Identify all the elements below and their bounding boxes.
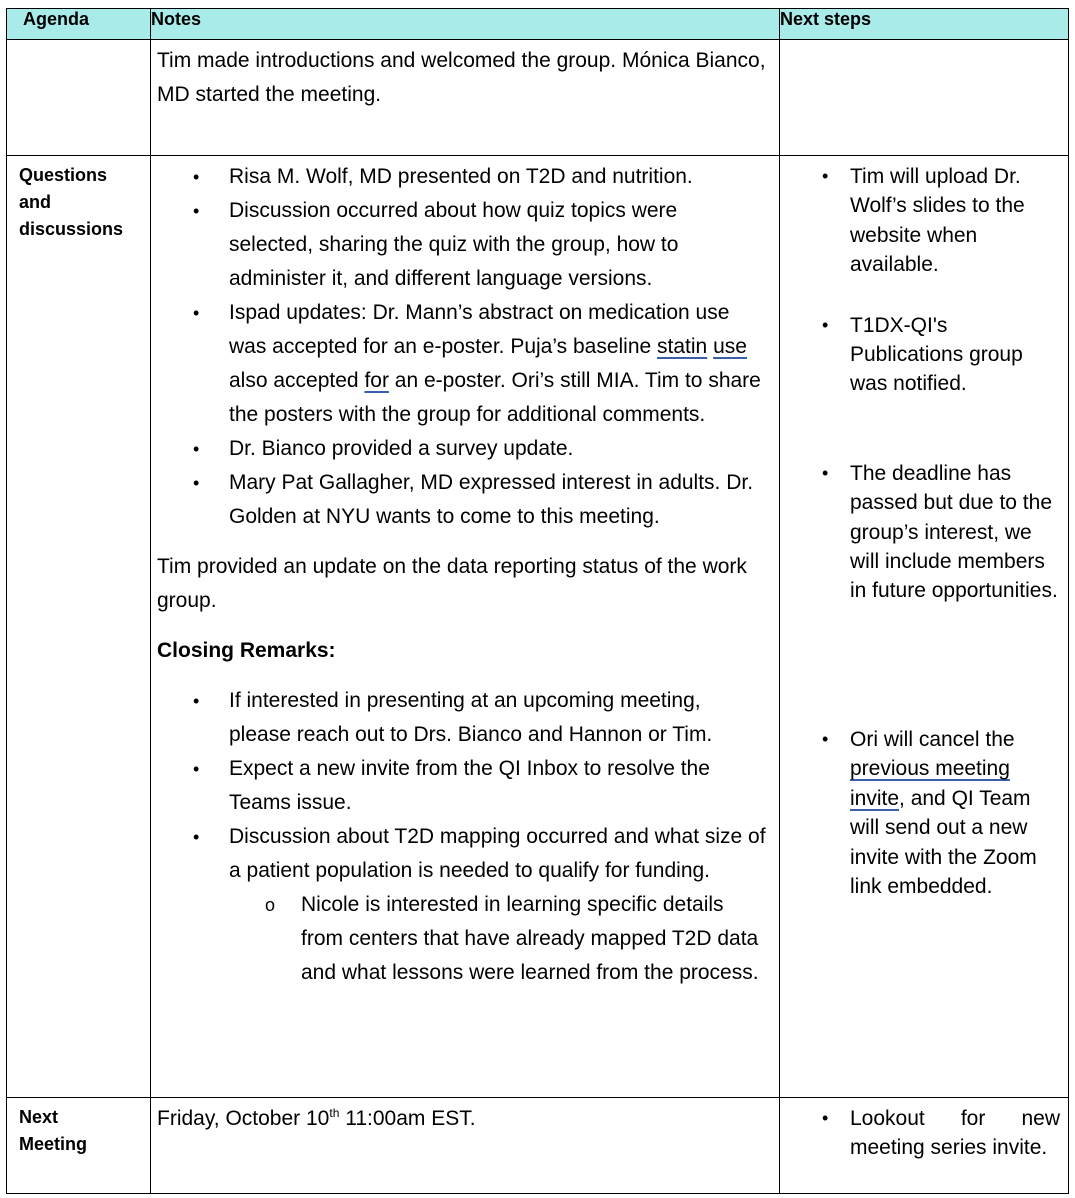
list-item: • Lookout for new meeting series invite. (788, 1104, 1060, 1163)
bullet-icon: • (822, 166, 829, 186)
bullet-icon: • (193, 167, 200, 187)
bullet-icon: • (193, 691, 200, 711)
bullet-icon: • (822, 1108, 829, 1128)
closing-list (157, 684, 767, 990)
bullet-icon: • (193, 201, 200, 221)
table-row (7, 156, 1069, 1098)
next-steps-cell (780, 1098, 1069, 1194)
previous-meeting-invite-link[interactable]: previous meeting invite (850, 757, 1010, 810)
agenda-cell (7, 40, 151, 156)
list-item: • The deadline has passed but due to the group’s interest, we will include members in future opportunities. (788, 459, 1060, 606)
list-item: • Ori will cancel the previous meeting invite, and QI Team will send out a new invite with the Zoom link embedded. (788, 725, 1060, 901)
list-item: • Ispad updates: Dr. Mann’s abstract on medication use was accepted for an e-poster. Puja’s baseline statin use also accepted for an e-poster. Ori’s still MIA. Tim to share the posters with the group for additional comments. (157, 296, 767, 432)
table-row (7, 40, 1069, 156)
table-row (7, 1098, 1069, 1194)
bullet-icon: • (193, 473, 200, 493)
notes-cell (151, 40, 780, 156)
list-item: • If interested in presenting at an upcoming meeting, please reach out to Drs. Bianco and Hannon or Tim. (157, 684, 767, 752)
header-row (7, 9, 1069, 40)
header-next-steps: Next steps (780, 9, 1069, 40)
bullet-icon: • (822, 462, 829, 483)
agenda-cell (7, 156, 151, 1098)
spellcheck-underline: use (713, 335, 747, 358)
agenda-label-line: Meeting (19, 1134, 88, 1154)
sub-list (229, 888, 767, 990)
agenda-label-line: discussions (19, 219, 124, 239)
agenda-cell (7, 1098, 151, 1194)
next-meeting-date: Friday, October 10th 11:00am EST. (157, 1106, 476, 1130)
notes-cell (151, 156, 780, 1098)
agenda-label-line: Next (19, 1107, 59, 1127)
list-item: • Expect a new invite from the QI Inbox to resolve the Teams issue. (157, 752, 767, 820)
update-paragraph: Tim provided an update on the data reporting status of the work group. (157, 555, 747, 612)
list-item: • Discussion occurred about how quiz topics were selected, sharing the quiz with the group, how to administer it, and different language versions. (157, 194, 767, 296)
bullet-icon: • (193, 759, 200, 779)
agenda-label-line: and (19, 192, 52, 212)
list-item: • Mary Pat Gallagher, MD expressed interest in adults. Dr. Golden at NYU wants to come to this meeting. (157, 466, 767, 534)
sub-list-item: o Nicole is interested in learning specific details from centers that have already mapped T2D data and what lessons were learned from the process. (229, 888, 767, 990)
list-item: • Dr. Bianco provided a survey update. (157, 432, 767, 466)
intro-paragraph: Tim made introductions and welcomed the group. Mónica Bianco, MD started the meeting. (157, 49, 766, 106)
next-steps-list (788, 1104, 1060, 1163)
list-item: • Tim will upload Dr. Wolf’s slides to the website when available. (788, 162, 1060, 280)
list-item: • Discussion about T2D mapping occurred and what size of a patient population is needed to qualify for funding. o Nicole is interested in learning specific details from centers that have already mapped T2D data and what lessons were learned from the process. (157, 820, 767, 990)
spellcheck-underline: for (364, 369, 389, 392)
bullet-icon: • (193, 827, 200, 847)
closing-remarks-heading: Closing Remarks: (157, 639, 336, 662)
bullet-icon: • (822, 314, 829, 335)
agenda-label-line: Questions (19, 165, 108, 185)
notes-cell (151, 1098, 780, 1194)
meeting-minutes-table (6, 8, 1069, 1194)
next-steps-cell (780, 156, 1069, 1098)
discussion-list (157, 160, 767, 534)
circle-bullet-icon: o (265, 895, 276, 915)
spellcheck-underline: statin (657, 335, 708, 358)
header-notes: Notes (151, 9, 780, 40)
bullet-icon: • (822, 728, 829, 749)
next-steps-list (788, 162, 1060, 901)
list-item: • T1DX-QI's Publications group was notified. (788, 311, 1060, 399)
bullet-icon: • (193, 303, 200, 323)
header-agenda: Agenda (7, 9, 151, 40)
bullet-icon: • (193, 439, 200, 459)
list-item: • Risa M. Wolf, MD presented on T2D and nutrition. (157, 160, 767, 194)
next-steps-cell (780, 40, 1069, 156)
